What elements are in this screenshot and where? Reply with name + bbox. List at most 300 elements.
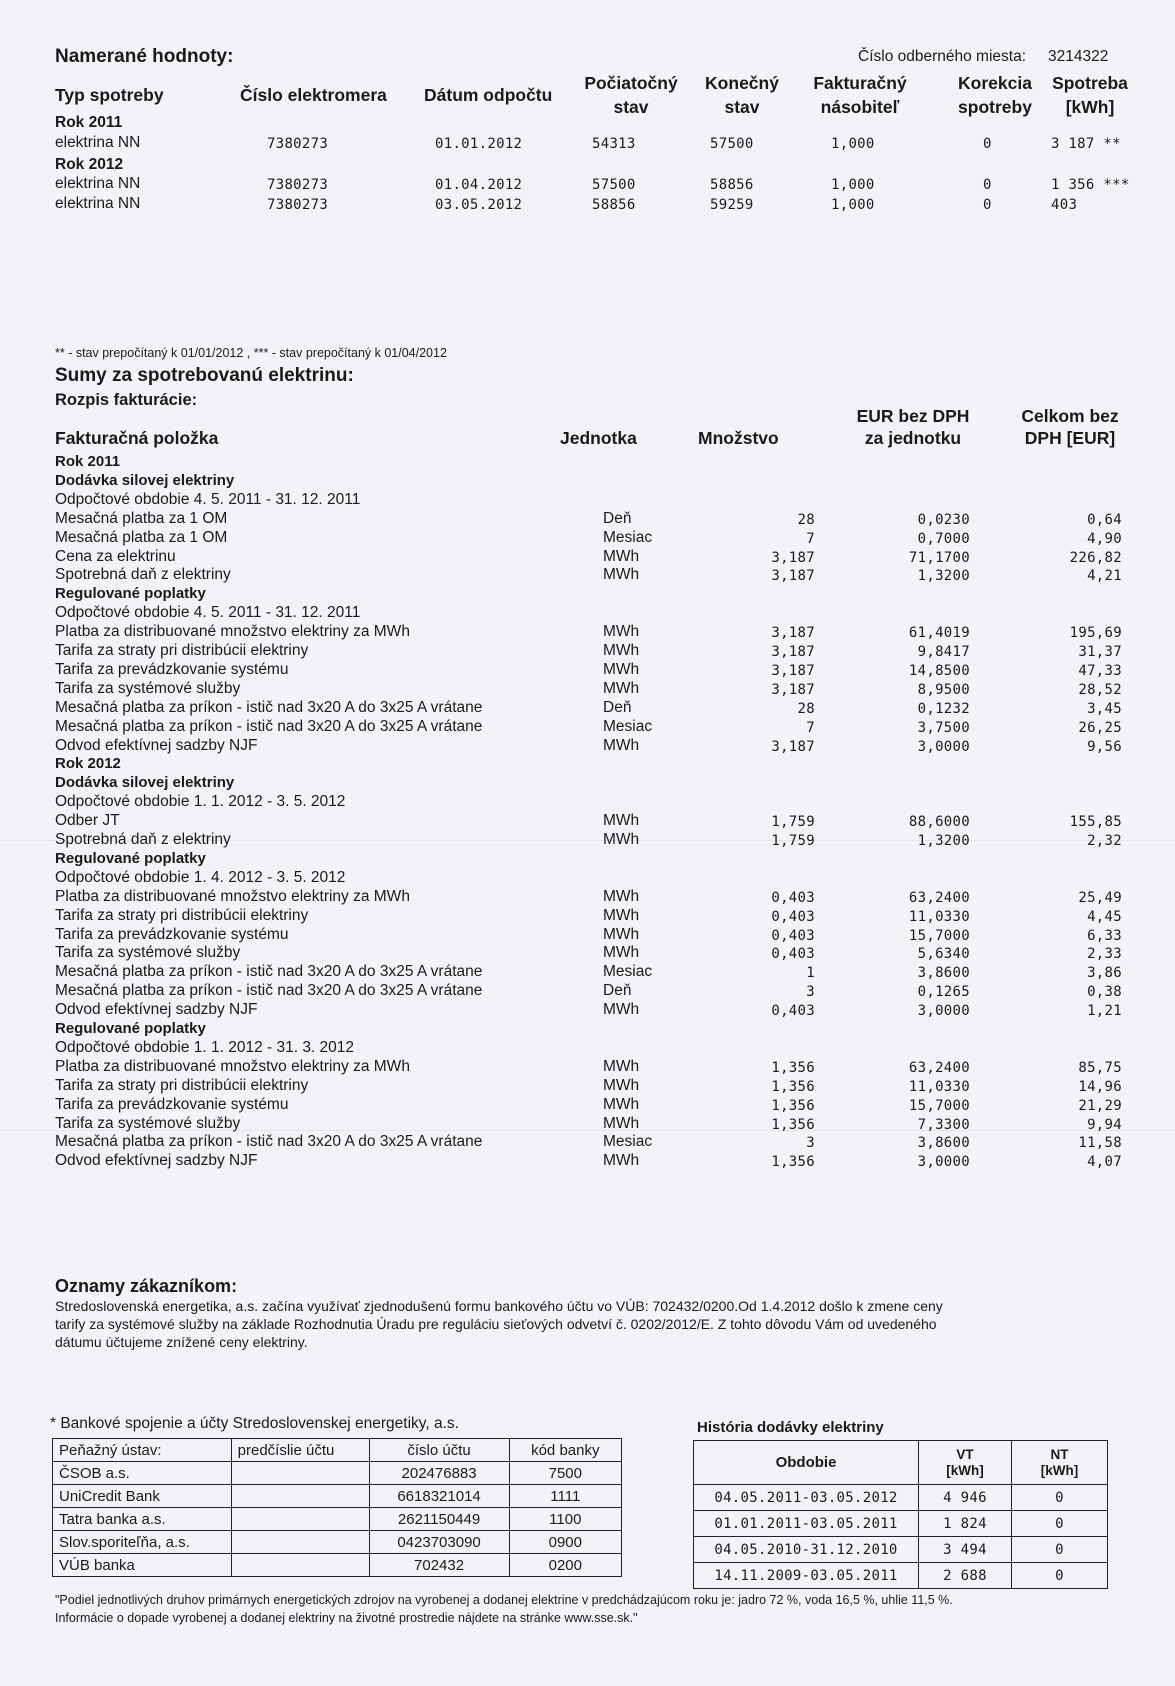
billing-line (55, 453, 1125, 471)
billing-item-total: 28,52 (1078, 681, 1122, 698)
billing-item-unit: MWh (603, 887, 640, 905)
billing-line (55, 982, 1125, 1000)
billing-line (55, 755, 1125, 773)
billing-line (55, 737, 1125, 755)
cell-cons: 1 356 *** (1051, 177, 1130, 193)
billing-item-name: Odvod efektívnej sadzby NJF (55, 736, 258, 754)
billing-section-heading: Rok 2012 (55, 755, 121, 773)
billing-item-price: 0,1265 (917, 984, 970, 1001)
billing-item-price: 3,0000 (917, 1154, 970, 1171)
billing-item-name: Odber JT (55, 812, 120, 830)
billing-item-unit: Mesiac (603, 528, 653, 546)
billing-item-price: 1,3200 (917, 568, 970, 585)
billing-item-price: 3,8600 (917, 1135, 970, 1152)
cell-date: 01.01.2012 (435, 136, 523, 152)
notice-line: tarify za systémové služby na základe Rozhodnutia Úradu pre reguláciu sieťových odvetví č. 0202/2012/E. Z tohto dôvodu Vám od uvedeného (55, 1316, 937, 1332)
billing-item-qty: 3,187 (771, 738, 815, 755)
history-nt: 0 (1012, 1537, 1108, 1563)
billing-item-name: Mesačná platba za 1 OM (55, 509, 228, 527)
col-total: Celkom bez (1021, 406, 1119, 426)
col-end-2: stav (724, 97, 760, 117)
col-cons: Spotreba (1052, 73, 1128, 93)
billing-item-unit: MWh (603, 944, 640, 962)
billing-item-qty: 1,356 (771, 1154, 815, 1171)
billing-line (55, 585, 1125, 603)
cell-end: 57500 (710, 136, 754, 152)
col-total-2: DPH [EUR] (1024, 428, 1116, 448)
billing-item-unit: MWh (603, 1152, 640, 1170)
history-vt: 1 824 (919, 1511, 1012, 1537)
col-end: Konečný (705, 73, 779, 93)
cell-date: 01.04.2012 (435, 177, 523, 193)
billing-item-unit: MWh (603, 906, 640, 924)
history-nt: 0 (1012, 1511, 1108, 1537)
billing-item-unit: Deň (603, 698, 632, 716)
history-vt: 2 688 (919, 1563, 1012, 1589)
billing-line (55, 529, 1125, 547)
billing-item-total: 226,82 (1069, 549, 1122, 566)
cell-date: 03.05.2012 (435, 197, 523, 213)
billing-item-total: 26,25 (1078, 719, 1122, 736)
billing-line (55, 510, 1125, 528)
hist-col-period: Obdobie (694, 1441, 919, 1485)
billing-title: Sumy za spotrebovanú elektrinu: (55, 365, 354, 386)
billing-line (55, 1152, 1125, 1170)
billing-item-qty: 3,187 (771, 568, 815, 585)
billing-item-total: 2,32 (1087, 833, 1122, 849)
billing-item-name: Tarifa za straty pri distribúcii elektriny (55, 642, 309, 659)
billing-item-total: 6,33 (1087, 927, 1122, 944)
billing-line (55, 680, 1125, 698)
billing-item-total: 3,86 (1087, 965, 1122, 982)
billing-item-unit: Deň (603, 509, 632, 527)
billing-item-name: Spotrebná daň z elektriny (55, 831, 231, 848)
cell-cons: 3 187 ** (1051, 136, 1121, 152)
billing-item-name: Odvod efektívnej sadzby NJF (55, 1152, 258, 1170)
hist-col-nt-unit: [kWh] (1040, 1462, 1079, 1478)
bank-cell: VÚB banka (53, 1554, 232, 1577)
billing-item-name: Platba za distribuované množstvo elektriny za MWh (55, 887, 410, 905)
billing-section-heading: Rok 2011 (55, 453, 121, 470)
billing-item-price: 8,9500 (917, 681, 970, 698)
billing-item-unit: Mesiac (603, 1133, 653, 1151)
billing-item-qty: 1,356 (771, 1059, 815, 1076)
footer-note (55, 1591, 953, 1627)
billing-item-qty: 3 (806, 984, 815, 1001)
billing-item-price: 1,3200 (917, 833, 970, 849)
history-period: 04.05.2010-31.12.2010 (694, 1537, 919, 1563)
footer-line: "Podiel jednotlivých druhov primárnych energetických zdrojov na vyrobenej a dodanej elektrine v predchádzajúcom roku je: jadro 72 %, voda 16,5 %, uhlie 11,5 %. (55, 1593, 953, 1607)
bank-header-cell: Peňažný ústav: (53, 1439, 232, 1462)
col-price-2: za jednotku (864, 428, 962, 448)
cell-type: elektrina NN (55, 134, 141, 151)
billing-item-qty: 1 (806, 965, 815, 982)
col-qty: Množstvo (698, 428, 779, 448)
billing-item-total: 25,49 (1078, 889, 1122, 906)
billing-item-name: Mesačná platba za príkon - istič nad 3x20 A do 3x25 A vrátane (55, 717, 483, 735)
bank-header-cell: kód banky (509, 1439, 621, 1462)
billing-item-price: 3,0000 (917, 738, 970, 755)
measured-row (55, 114, 1155, 134)
history-row (694, 1537, 1108, 1563)
billing-item-qty: 3,187 (771, 549, 815, 566)
bank-cell: 0200 (509, 1554, 621, 1577)
measured-title: Namerané hodnoty: (55, 46, 234, 67)
billing-line (55, 491, 1125, 509)
bank-cell (231, 1554, 369, 1577)
billing-item-unit: Mesiac (603, 717, 653, 735)
billing-item-name: Tarifa za prevádzkovanie systému (55, 925, 289, 943)
billing-item-name: Spotrebná daň z elektriny (55, 566, 231, 584)
billing-subtitle: Rozpis fakturácie: (55, 391, 198, 409)
billing-item-name: Tarifa za systémové služby (55, 679, 241, 697)
billing-item-price: 9,8417 (917, 644, 970, 660)
cell-start: 57500 (592, 177, 636, 193)
bank-row (53, 1531, 622, 1554)
billing-item-total: 31,37 (1078, 644, 1122, 660)
billing-item-total: 3,45 (1087, 700, 1122, 717)
cell-meter: 7380273 (267, 177, 329, 193)
meter-point-value: 3214322 (1048, 48, 1109, 65)
bank-cell: 0900 (509, 1531, 621, 1554)
cell-end: 58856 (710, 177, 754, 193)
billing-item-qty: 3 (806, 1135, 815, 1152)
billing-item-name: Tarifa za systémové služby (55, 1114, 241, 1132)
bank-cell: 6618321014 (369, 1485, 509, 1508)
col-date: Dátum odpočtu (424, 85, 553, 105)
bank-header-cell: číslo účtu (369, 1439, 509, 1462)
bank-cell: UniCredit Bank (53, 1485, 232, 1508)
history-row (694, 1511, 1108, 1537)
billing-item-qty: 28 (797, 700, 815, 717)
history-period: 04.05.2011-03.05.2012 (694, 1485, 919, 1511)
billing-item-qty: 0,403 (771, 946, 815, 963)
measured-row (55, 134, 1155, 154)
billing-period: Odpočtové obdobie 4. 5. 2011 - 31. 12. 2011 (55, 604, 361, 622)
bank-cell (231, 1485, 369, 1508)
year-label: Rok 2011 (55, 114, 123, 131)
billing-line (55, 944, 1125, 962)
hist-col-vt-unit: [kWh] (946, 1462, 984, 1478)
billing-item-qty: 3,187 (771, 681, 815, 698)
billing-item-price: 3,8600 (917, 965, 970, 982)
billing-item-qty: 3,187 (771, 644, 815, 660)
billing-item-name: Tarifa za straty pri distribúcii elektriny (55, 1076, 309, 1094)
billing-item-total: 14,96 (1078, 1078, 1122, 1095)
billing-line (55, 1077, 1125, 1095)
billing-item-total: 9,94 (1087, 1116, 1122, 1133)
col-cons-2: [kWh] (1065, 97, 1115, 117)
billing-item-price: 14,8500 (908, 662, 970, 679)
col-unit: Jednotka (560, 428, 637, 448)
billing-line (55, 718, 1125, 736)
billing-item-name: Tarifa za prevádzkovanie systému (55, 1095, 289, 1113)
billing-item-unit: MWh (603, 660, 640, 678)
billing-item-qty: 3,187 (771, 625, 815, 642)
billing-item-total: 11,58 (1078, 1135, 1122, 1152)
col-mult-2: násobiteľ (820, 97, 900, 117)
cell-mult: 1,000 (831, 197, 875, 213)
history-vt: 4 946 (919, 1485, 1012, 1511)
billing-section-heading: Regulované poplatky (55, 1020, 206, 1037)
billing-item-qty: 7 (806, 719, 815, 736)
billing-item-name: Tarifa za systémové služby (55, 944, 241, 962)
bank-row (53, 1554, 622, 1577)
billing-item-price: 3,0000 (917, 1003, 970, 1020)
history-row (694, 1485, 1108, 1511)
billing-period: Odpočtové obdobie 1. 1. 2012 - 31. 3. 2012 (55, 1038, 355, 1056)
billing-item-total: 4,90 (1087, 530, 1122, 547)
cell-type: elektrina NN (55, 195, 141, 212)
billing-item-total: 9,56 (1087, 738, 1122, 755)
billing-item-total: 195,69 (1069, 625, 1122, 642)
cell-end: 59259 (710, 197, 754, 213)
cell-corr: 0 (983, 177, 992, 193)
billing-line (55, 604, 1125, 622)
bank-cell (231, 1531, 369, 1554)
cell-start: 54313 (592, 136, 636, 152)
billing-item-total: 21,29 (1078, 1097, 1122, 1114)
bank-cell (231, 1462, 369, 1485)
history-nt: 0 (1012, 1485, 1108, 1511)
cell-corr: 0 (983, 136, 992, 152)
billing-section-heading: Regulované poplatky (55, 849, 206, 867)
billing-item-unit: MWh (603, 642, 640, 659)
billing-line (55, 793, 1125, 811)
billing-item-unit: MWh (603, 547, 640, 565)
cell-meter: 7380273 (267, 136, 329, 152)
history-table (693, 1440, 1108, 1589)
billing-item-total: 4,45 (1087, 908, 1122, 925)
bank-header-row (53, 1439, 622, 1462)
bank-cell: Slov.sporiteľňa, a.s. (53, 1531, 232, 1554)
billing-item-qty: 0,403 (771, 927, 815, 944)
history-nt: 0 (1012, 1563, 1108, 1589)
bank-cell: 2621150449 (369, 1508, 509, 1531)
billing-item-price: 0,0230 (917, 511, 970, 528)
billing-item-name: Mesačná platba za príkon - istič nad 3x20 A do 3x25 A vrátane (55, 698, 483, 716)
billing-item-unit: MWh (603, 831, 640, 848)
measured-footnote: ** - stav prepočítaný k 01/01/2012 , *** - stav prepočítaný k 01/04/2012 (55, 346, 447, 360)
col-item: Fakturačná položka (55, 428, 219, 448)
billing-item-unit: MWh (603, 925, 640, 943)
cell-meter: 7380273 (267, 197, 329, 213)
billing-section-heading: Dodávka silovej elektriny (55, 471, 235, 489)
billing-table-header (0, 404, 1175, 454)
billing-item-price: 0,7000 (917, 530, 970, 547)
billing-item-qty: 3,187 (771, 662, 815, 679)
col-price: EUR bez DPH (856, 406, 970, 426)
measured-row (55, 156, 1155, 176)
billing-item-price: 11,0330 (908, 908, 970, 925)
cell-corr: 0 (983, 197, 992, 213)
bank-row (53, 1462, 622, 1485)
billing-line (55, 812, 1125, 830)
billing-item-name: Odvod efektívnej sadzby NJF (55, 1001, 258, 1019)
billing-item-price: 5,6340 (917, 946, 970, 963)
billing-item-name: Mesačná platba za príkon - istič nad 3x20 A do 3x25 A vrátane (55, 982, 483, 1000)
billing-line (55, 774, 1125, 792)
bank-cell: 0423703090 (369, 1531, 509, 1554)
billing-item-qty: 0,403 (771, 889, 815, 906)
bank-cell (231, 1508, 369, 1531)
bank-row (53, 1508, 622, 1531)
billing-line (55, 831, 1125, 849)
hist-col-nt-label: NT (1050, 1446, 1069, 1462)
billing-item-price: 61,4019 (908, 625, 970, 642)
bank-cell: 1111 (509, 1485, 621, 1508)
billing-item-qty: 1,759 (771, 833, 815, 849)
billing-line (55, 472, 1125, 490)
col-corr-2: spotreby (958, 97, 1032, 117)
billing-line (55, 1133, 1125, 1151)
billing-line (55, 869, 1125, 887)
history-period: 14.11.2009-03.05.2011 (694, 1563, 919, 1589)
billing-item-name: Mesačná platba za príkon - istič nad 3x20 A do 3x25 A vrátane (55, 1133, 483, 1151)
bank-cell: 1100 (509, 1508, 621, 1531)
billing-line (55, 1096, 1125, 1114)
bank-title: * Bankové spojenie a účty Stredoslovenskej energetiky, a.s. (50, 1415, 459, 1432)
billing-section-heading: Regulované poplatky (55, 585, 206, 603)
billing-item-unit: MWh (603, 1001, 640, 1019)
billing-item-qty: 1,356 (771, 1116, 815, 1133)
billing-item-unit: MWh (603, 679, 640, 697)
notice-line: Stredoslovenská energetika, a.s. začína využívať zjednodušenú formu bankového účtu vo VÚB: 702432/0200.Od 1.4.2012 došlo k zmene ceny (55, 1298, 943, 1314)
billing-line (55, 907, 1125, 925)
hist-col-nt (1012, 1441, 1108, 1485)
billing-item-name: Mesačná platba za 1 OM (55, 528, 228, 546)
bank-cell: 202476883 (369, 1462, 509, 1485)
hist-col-vt (919, 1441, 1012, 1485)
billing-item-unit: MWh (603, 623, 640, 641)
footer-line: Informácie o dopade vyrobenej a dodanej elektriny na životné prostredie nájdete na stránke www.sse.sk." (55, 1611, 638, 1625)
billing-item-unit: Mesiac (603, 963, 653, 981)
billing-item-qty: 28 (797, 511, 815, 528)
billing-item-total: 0,64 (1087, 511, 1122, 528)
meter-point-label: Číslo odberného miesta: (858, 48, 1027, 65)
billing-item-qty: 0,403 (771, 908, 815, 925)
history-vt: 3 494 (919, 1537, 1012, 1563)
billing-period: Odpočtové obdobie 1. 4. 2012 - 3. 5. 2012 (55, 868, 346, 886)
cell-cons: 403 (1051, 197, 1078, 213)
billing-item-name: Tarifa za straty pri distribúcii elektriny (55, 906, 309, 924)
billing-item-price: 15,7000 (908, 927, 970, 944)
bank-cell: Tatra banka a.s. (53, 1508, 232, 1531)
notices-body (55, 1297, 943, 1351)
measured-row (55, 195, 1155, 215)
billing-item-unit: MWh (603, 566, 640, 584)
billing-item-unit: MWh (603, 812, 640, 830)
measured-rows (0, 114, 1175, 224)
billing-line (55, 661, 1125, 679)
billing-item-qty: 1,759 (771, 814, 815, 831)
billing-item-name: Platba za distribuované množstvo elektriny za MWh (55, 623, 410, 641)
bank-row (53, 1485, 622, 1508)
col-meter: Číslo elektromera (240, 85, 387, 105)
billing-item-name: Tarifa za prevádzkovanie systému (55, 660, 289, 678)
billing-period: Odpočtové obdobie 4. 5. 2011 - 31. 12. 2011 (55, 490, 361, 508)
bank-table (52, 1438, 622, 1577)
billing-line (55, 888, 1125, 906)
history-title: História dodávky elektriny (697, 1419, 884, 1436)
billing-line (55, 566, 1125, 584)
billing-item-qty: 1,356 (771, 1078, 815, 1095)
billing-item-total: 0,38 (1087, 984, 1122, 1001)
history-row (694, 1563, 1108, 1589)
billing-line (55, 963, 1125, 981)
billing-rows (0, 453, 1175, 1173)
billing-item-qty: 1,356 (771, 1097, 815, 1114)
col-corr: Korekcia (958, 73, 1032, 93)
billing-item-price: 15,7000 (908, 1097, 970, 1114)
billing-item-total: 155,85 (1069, 814, 1122, 831)
billing-line (55, 926, 1125, 944)
bank-cell: 7500 (509, 1462, 621, 1485)
billing-item-price: 11,0330 (908, 1078, 970, 1095)
billing-line (55, 642, 1125, 660)
billing-line (55, 1039, 1125, 1057)
billing-item-unit: MWh (603, 1076, 640, 1094)
billing-item-total: 1,21 (1087, 1003, 1122, 1020)
bank-header-cell: predčíslie účtu (231, 1439, 369, 1462)
billing-line (55, 548, 1125, 566)
billing-item-price: 71,1700 (908, 549, 970, 566)
billing-item-total: 85,75 (1078, 1059, 1122, 1076)
billing-item-unit: MWh (603, 736, 640, 754)
billing-line (55, 623, 1125, 641)
billing-period: Odpočtové obdobie 1. 1. 2012 - 3. 5. 2012 (55, 793, 346, 811)
billing-item-qty: 0,403 (771, 1003, 815, 1020)
billing-item-unit: Deň (603, 982, 632, 1000)
history-period: 01.01.2011-03.05.2011 (694, 1511, 919, 1537)
col-start: Počiatočný (584, 73, 678, 93)
billing-item-price: 0,1232 (917, 700, 970, 717)
billing-item-total: 2,33 (1087, 946, 1122, 963)
measured-row (55, 175, 1155, 195)
billing-section-heading: Dodávka silovej elektriny (55, 774, 235, 792)
billing-item-price: 3,7500 (917, 719, 970, 736)
billing-item-name: Cena za elektrinu (55, 547, 176, 565)
billing-line (55, 850, 1125, 868)
billing-item-total: 47,33 (1078, 662, 1122, 679)
billing-item-qty: 7 (806, 530, 815, 547)
cell-type: elektrina NN (55, 175, 141, 192)
notice-line: dátumu účtujeme znížené ceny elektriny. (55, 1334, 308, 1350)
billing-line (55, 1058, 1125, 1076)
billing-item-unit: MWh (603, 1114, 640, 1132)
col-start-2: stav (613, 97, 649, 117)
notices-title: Oznamy zákazníkom: (55, 1276, 238, 1296)
billing-item-price: 63,2400 (908, 1059, 970, 1076)
billing-item-price: 63,2400 (908, 889, 970, 906)
hist-col-vt-label: VT (956, 1446, 974, 1462)
col-mult: Fakturačný (813, 73, 907, 93)
bank-cell: 702432 (369, 1554, 509, 1577)
billing-item-name: Mesačná platba za príkon - istič nad 3x20 A do 3x25 A vrátane (55, 963, 483, 981)
billing-item-name: Platba za distribuované množstvo elektriny za MWh (55, 1057, 410, 1075)
billing-item-total: 4,07 (1087, 1154, 1122, 1171)
year-label: Rok 2012 (55, 156, 124, 173)
billing-line (55, 1020, 1125, 1038)
billing-item-price: 7,3300 (917, 1116, 970, 1133)
cell-start: 58856 (592, 197, 636, 213)
billing-item-unit: MWh (603, 1057, 640, 1075)
billing-line (55, 699, 1125, 717)
billing-line (55, 1115, 1125, 1133)
billing-item-unit: MWh (603, 1095, 640, 1113)
cell-mult: 1,000 (831, 136, 875, 152)
billing-item-price: 88,6000 (908, 814, 970, 831)
